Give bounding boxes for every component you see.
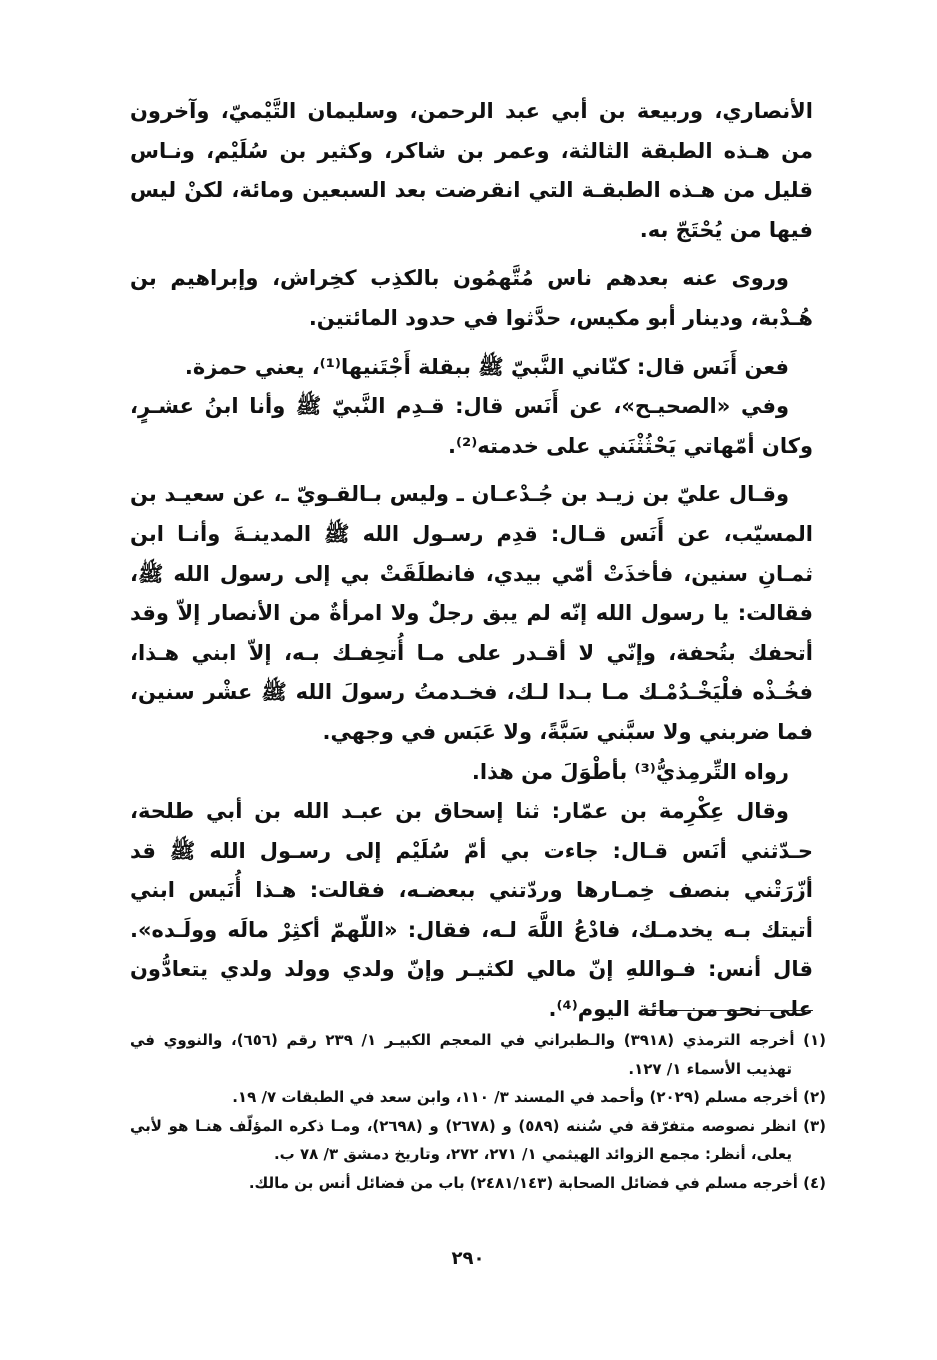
footnote-2: (٢) أخرجه مسلم (٢٠٢٩) وأحمد في المسند ٣/ ١١٠، وابن سعد في الطبقات ٧/ ١٩. (232, 1088, 826, 1106)
paragraph-7: وقال عِكْرِمة بن عمّار: ثنا إسحاق بن عبـد الله بن أبي طلحة، حـدّثني أنَس قـال: جاءت بي أمّ سُلَيْم إلى رسـول الله ﷺ قد أزّرَتْني بنصف خِمـارها وردّتني ببعضـه، فقالت: هـذا أُنَيس ابني أتيتك بـه يخدمـك، فادْعُ اللَّهَ لـه، فقال: «اللّهمّ أكثِرْ مالَه وولَـده». قال أنس: فـواللهِ إنّ مالي لكثيـر وإنّ ولدي وولد ولدي يتعادُّون على نحو من مائة اليوم⁽⁴⁾. (130, 799, 813, 1022)
paragraph-6: رواه التِّرمِذيُّ⁽³⁾ بأطْوَلَ من هذا. (471, 759, 789, 784)
footnote-separator (641, 1010, 813, 1011)
paragraph-1: الأنصاري، وربيعة بن أبي عبد الرحمن، وسليمان التَّيْميّ، وآخرون من هـذه الطبقة الثالثة، وعمر بن شاكر، وكثير بن سُلَيْم، ونـاس قليل من هـذه الطبقـة التي انقرضت بعد السبعين ومائة، لكنْ ليس فيها من يُحْتَجّ به. (130, 99, 813, 242)
paragraph-3: فعن أَنَس قال: كنّاني النَّبيّ ﷺ ببقلة أَجْتَنيها⁽¹⁾، يعني حمزة. (184, 354, 789, 379)
main-text (130, 92, 813, 1030)
paragraph-2: وروى عنه بعدهم ناس مُتَّهمُون بالكذِب كخِراش، وإبراهيم بن هُـدْبة، ودينار أبو مكيس، حدَّثوا في حدود المائتين. (130, 266, 813, 330)
page-number: ٢٩٠ (451, 1248, 485, 1269)
footnote-1: (١) أخرجه الترمذي (٣٩١٨) والـطبراني في المعجم الكبيـر ١/ ٢٣٩ رقم (٦٥٦)، والنووي في تهذيب الأسماء ١/ ١٢٧. (130, 1031, 826, 1078)
footnote-4: (٤) أخرجه مسلم في فضائل الصحابة (٢٤٨١/١٤٣) باب من فضائل أنس بن مالك. (248, 1173, 826, 1192)
paragraph-5: وقـال عليّ بن زيـد بن جُـدْعـان ـ وليس بـالقـويّ ـ، عن سعيـد بن المسيّب، عن أَنَس قـال: قدِم رسـول الله ﷺ المدينـةَ وأنـا ابن ثمـانِ سنين، فأخذَتْ أمّي بيدي، فانطلَقَتْ بي إلى رسول الله ﷺ، فقالت: يا رسول الله إنّه لم يبق رجلٌ ولا امرأةٌ من الأنصار إلاّ وقد أتحفك بتُحفة، وإنّي لا أقـدر على مـا أُتحِفـك بـه، إلاّ ابني هـذا، فخُـذْه فلْيَخْـدُمْـك مـا بـدا لـك، فخـدمتُ رسولَ الله ﷺ عشْر سنين، فما ضربني ولا سبَّني سَبَّةً، ولا عَبَس في وجهي. (130, 482, 813, 744)
footnote-3: (٣) انظر نصوصه متفرّقة في سُننه (٥٨٩) و (٢٦٧٨) و (٢٦٩٨)، ومـا ذكره المؤلّف هنـا هو لأبي يعلى، أنظر: مجمع الزوائد الهيثمي ١/ ٢٧١، ٢٧٢، وتاريخ دمشق ٣/ ٧٨ ب. (130, 1116, 826, 1163)
footnotes (130, 1026, 826, 1197)
paragraph-4: وفي «الصحيـح»، عن أَنَس قال: قـدِم النَّبيّ ﷺ وأنا ابنُ عشـرٍ، وكان أمّهاتي يَحْثُثْنَني على خدمته⁽²⁾. (130, 394, 813, 458)
